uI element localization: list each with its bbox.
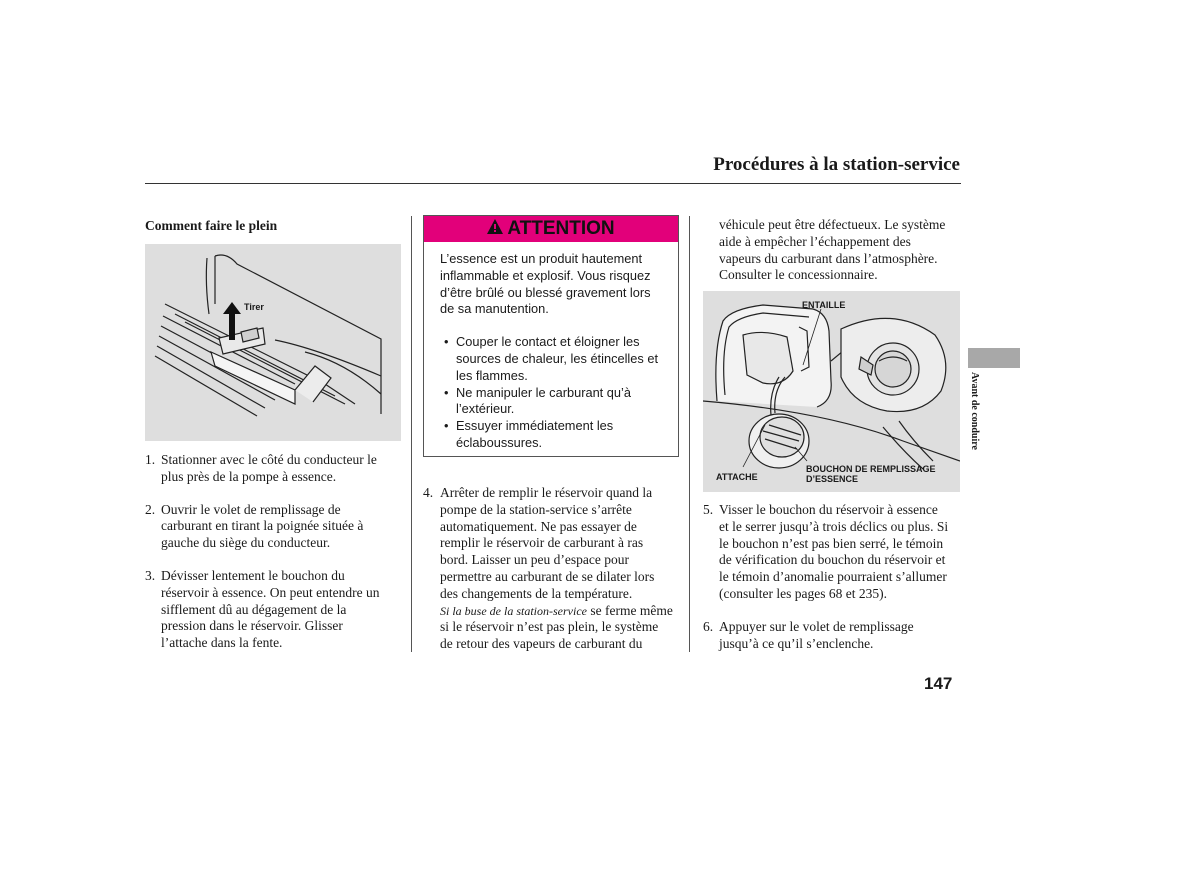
step-line: et le serrer jusqu’à trois déclics ou plus. Si [719, 518, 949, 534]
step-line: Dévisser lentement le bouchon du [161, 567, 345, 583]
step-line: de vérification du bouchon du réservoir et [719, 552, 946, 568]
warning-bullet [440, 334, 664, 384]
warning-intro [440, 251, 664, 318]
step-4-continued [719, 217, 969, 284]
tether-label: ATTACHE [716, 472, 758, 482]
bullet-icon: • [444, 334, 449, 350]
warning-line: Essuyer immédiatement les [456, 418, 614, 434]
warning-body [424, 242, 678, 452]
warning-line: de sa manutention. [440, 301, 549, 317]
step-italic-term: Si la buse de la station-service [440, 603, 587, 618]
warning-line: Ne manipuler le carburant qu’à [456, 384, 631, 400]
fuel-door-release-drawing [145, 244, 401, 441]
step-number: 5. [703, 502, 714, 517]
step-line: si le réservoir n’est pas plein, le système [440, 619, 659, 635]
text-line: Consulter le concessionnaire. [719, 267, 878, 283]
step-line: Appuyer sur le volet de remplissage [719, 618, 914, 634]
step-number: 4. [423, 485, 434, 500]
section-heading: Comment faire le plein [145, 218, 278, 233]
cap-label-line: BOUCHON DE REMPLISSAGE [806, 464, 936, 474]
warning-bullet [440, 385, 664, 419]
step-line: (consulter les pages 68 et 235). [719, 585, 887, 601]
bullet-icon: • [444, 384, 449, 400]
step-2 [145, 502, 395, 552]
step-line: automatiquement. Ne pas essayer de [440, 518, 637, 534]
section-tab [968, 348, 1020, 368]
pull-label: Tirer [244, 302, 264, 312]
step-line: le témoin d’anomalie pourraient s’allumer [719, 569, 947, 585]
step-line: se ferme même [586, 602, 673, 618]
title-divider [145, 183, 961, 184]
warning-bullet [440, 418, 664, 452]
fuel-door-release-illustration [145, 244, 401, 441]
warning-box [423, 215, 679, 457]
steps-left [145, 452, 395, 668]
steps-right [703, 502, 961, 668]
step-line: Arrêter de remplir le réservoir quand la [440, 485, 653, 500]
step-number: 1. [145, 452, 156, 467]
step-line: de retour des vapeurs de carburant du [440, 636, 643, 652]
step-line: sifflement dû au dégagement de la [161, 601, 347, 617]
step-1 [145, 452, 395, 486]
warning-line: l’extérieur. [456, 401, 515, 417]
step-line: Visser le bouchon du réservoir à essence [719, 502, 938, 517]
section-tab-text: Avant de conduire [969, 372, 980, 450]
step-line: Ouvrir le volet de remplissage de [161, 501, 341, 517]
step-line: jusqu’à ce qu’il s’enclenche. [719, 635, 874, 651]
warning-line: inflammable et explosif. Vous risquez [440, 267, 651, 283]
step-line: gauche du siège du conducteur. [161, 535, 331, 551]
text-line: véhicule peut être défectueux. Le système [719, 217, 946, 232]
section-tab-label [969, 372, 985, 464]
step-6 [703, 619, 961, 653]
step-line: Stationner avec le côté du conducteur le [161, 452, 377, 467]
step-line: pompe de la station-service s’arrête [440, 501, 632, 517]
step-line: l’attache dans la fente. [161, 635, 283, 651]
step-5 [703, 502, 961, 603]
notch-label: ENTAILLE [802, 300, 846, 310]
cap-label [806, 464, 936, 484]
warning-line: L’essence est un produit hautement [440, 251, 643, 266]
step-line: remplir le réservoir de carburant à ras [440, 535, 644, 551]
step-line: des changements de la température. [440, 585, 633, 601]
warning-line: sources de chaleur, les étincelles et [456, 350, 659, 366]
fuel-cap-illustration [703, 291, 960, 492]
page-number: 147 [924, 674, 953, 693]
step-line: pression dans le réservoir. Glisser [161, 618, 343, 634]
step-4 [423, 485, 685, 653]
step-line: réservoir à essence. On peut entendre un [161, 584, 380, 600]
step-3 [145, 568, 395, 652]
step-number: 2. [145, 501, 156, 517]
step-number: 3. [145, 567, 156, 583]
warning-line: éclaboussures. [456, 434, 543, 450]
warning-line: d’être brûlé ou blessé gravement lors [440, 284, 651, 300]
warning-list [440, 334, 664, 452]
text-line: vapeurs du carburant dans l’atmosphère. [719, 250, 938, 266]
fuel-cap-drawing [703, 291, 960, 492]
step-line: carburant en tirant la poignée située à [161, 518, 364, 534]
column-divider [411, 216, 412, 652]
step-line: permettre au carburant de se dilater lors [440, 568, 655, 584]
warning-triangle-icon [487, 218, 503, 240]
step-number: 6. [703, 618, 714, 634]
page-title: Procédures à la station-service [713, 154, 960, 175]
cap-label-line: D’ESSENCE [806, 474, 859, 484]
warning-title: ATTENTION [507, 218, 615, 239]
warning-line: Couper le contact et éloigner les [456, 334, 640, 350]
text-line: aide à empêcher l’échappement des [719, 233, 911, 249]
step-line: bord. Laisser un peu d’espace pour [440, 552, 629, 568]
column-divider [689, 216, 690, 652]
warning-header [424, 216, 678, 242]
warning-line: les flammes. [456, 367, 528, 383]
bullet-icon: • [444, 418, 449, 434]
step-line: le bouchon n’est pas bien serré, le témoin [719, 535, 944, 551]
step-line: plus près de la pompe à essence. [161, 468, 337, 484]
